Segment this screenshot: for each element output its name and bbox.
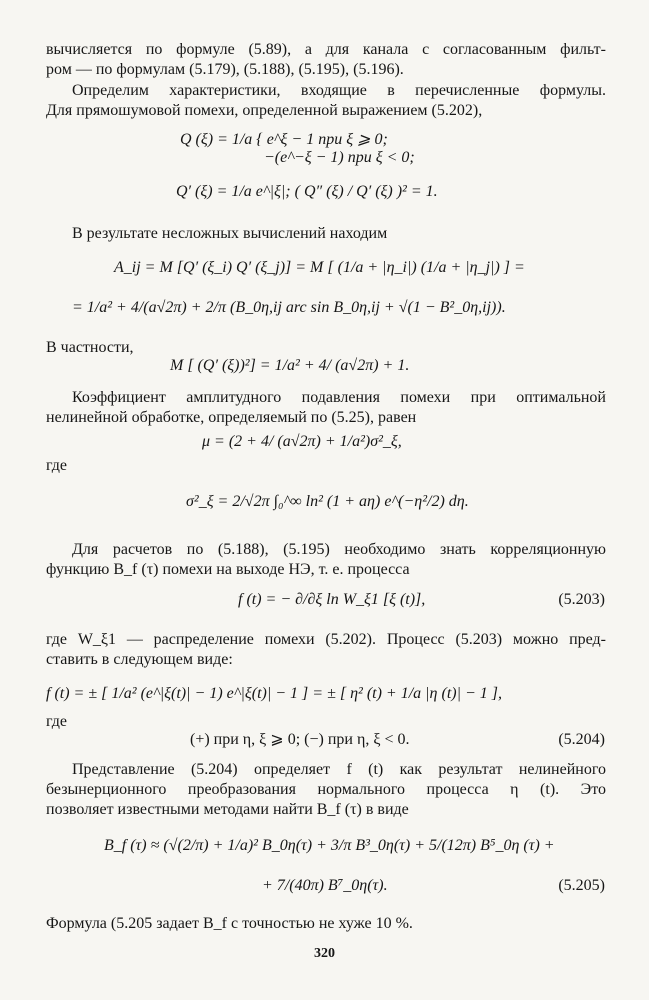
page-number: 320 — [314, 946, 335, 961]
text-line: функцию B_f (τ) помехи на выходе НЭ, т. е. процесса — [46, 561, 410, 578]
text-line: безынерционного преобразования нормального процесса η (t). Это — [46, 781, 606, 798]
equation-number: (5.203) — [558, 591, 605, 608]
text-line: Формула (5.205 задает B_f с точностью не хуже 10 %. — [46, 915, 413, 932]
equation-q-line2: −(e^−ξ − 1) при ξ < 0; — [264, 149, 415, 166]
equation-a-ij-1: A_ij = M [Q′ (ξ_i) Q′ (ξ_j)] = M [ (1/a + |η_i|) (1/a + |η_j|) ] = — [114, 259, 525, 276]
equation-q-line1: Q (ξ) = 1/a { e^ξ − 1 при ξ ⩾ 0; — [180, 131, 388, 148]
equation-f-t-pm: f (t) = ± [ 1/a² (e^|ξ(t)| − 1) e^|ξ(t)| − 1 ] = ± [ η² (t) + 1/a |η (t)| − 1 ], — [46, 685, 503, 702]
text-line: нелинейной обработке, определяемый по (5.25), равен — [46, 409, 417, 426]
text-line: вычисляется по формуле (5.89), а для канала с согласованным фильт- — [46, 41, 606, 58]
equation-condition: (+) при η, ξ ⩾ 0; (−) при η, ξ < 0. — [190, 731, 410, 748]
text-line: В частности, — [46, 339, 134, 356]
equation-a-ij-2: = 1/a² + 4/(a√2π) + 2/π (B_0η,ij arc sin B_0η,ij + √(1 − B²_0η,ij)). — [72, 299, 506, 316]
text-line: ром — по формулам (5.179), (5.188), (5.195), (5.196). — [46, 61, 404, 78]
text-line: где — [46, 713, 68, 730]
text-line: где W_ξ1 — распределение помехи (5.202). Процесс (5.203) можно пред- — [46, 631, 606, 648]
text-line: Для расчетов по (5.188), (5.195) необходимо знать корреляционную — [72, 541, 606, 558]
equation-number: (5.205) — [558, 877, 605, 894]
equation-number: (5.204) — [558, 731, 605, 748]
text-line: ставить в следующем виде: — [46, 651, 233, 668]
text-line: Представление (5.204) определяет f (t) как результат нелинейного — [72, 761, 606, 778]
equation-mu: μ = (2 + 4/ (a√2π) + 1/a²)σ²_ξ, — [202, 433, 402, 450]
equation-bf-1: B_f (τ) ≈ (√(2/π) + 1/a)² B_0η(τ) + 3/π B³_0η(τ) + 5/(12π) B⁵_0η (τ) + — [104, 837, 555, 854]
text-line: Коэффициент амплитудного подавления помехи при оптимальной — [72, 389, 606, 406]
text-line: В результате несложных вычислений находим — [72, 225, 388, 242]
equation-m-q: M [ (Q′ (ξ))²] = 1/a² + 4/ (a√2π) + 1. — [170, 357, 410, 374]
equation-q-prime: Q′ (ξ) = 1/a e^|ξ|; ( Q″ (ξ) / Q′ (ξ) )² = 1. — [176, 183, 438, 200]
text-line: позволяет известными методами найти B_f (τ) в виде — [46, 801, 409, 818]
equation-sigma: σ²_ξ = 2/√2π ∫₀^∞ ln² (1 + aη) e^(−η²/2) dη. — [186, 493, 469, 510]
equation-bf-2: + 7/(40π) B⁷_0η(τ). — [262, 877, 388, 894]
text-line: где — [46, 457, 68, 474]
equation-f-t: f (t) = − ∂/∂ξ ln W_ξ1 [ξ (t)], — [238, 591, 426, 608]
text-line: Для прямошумовой помехи, определенной выражением (5.202), — [46, 102, 483, 119]
text-line: Определим характеристики, входящие в перечисленные формулы. — [72, 82, 606, 99]
